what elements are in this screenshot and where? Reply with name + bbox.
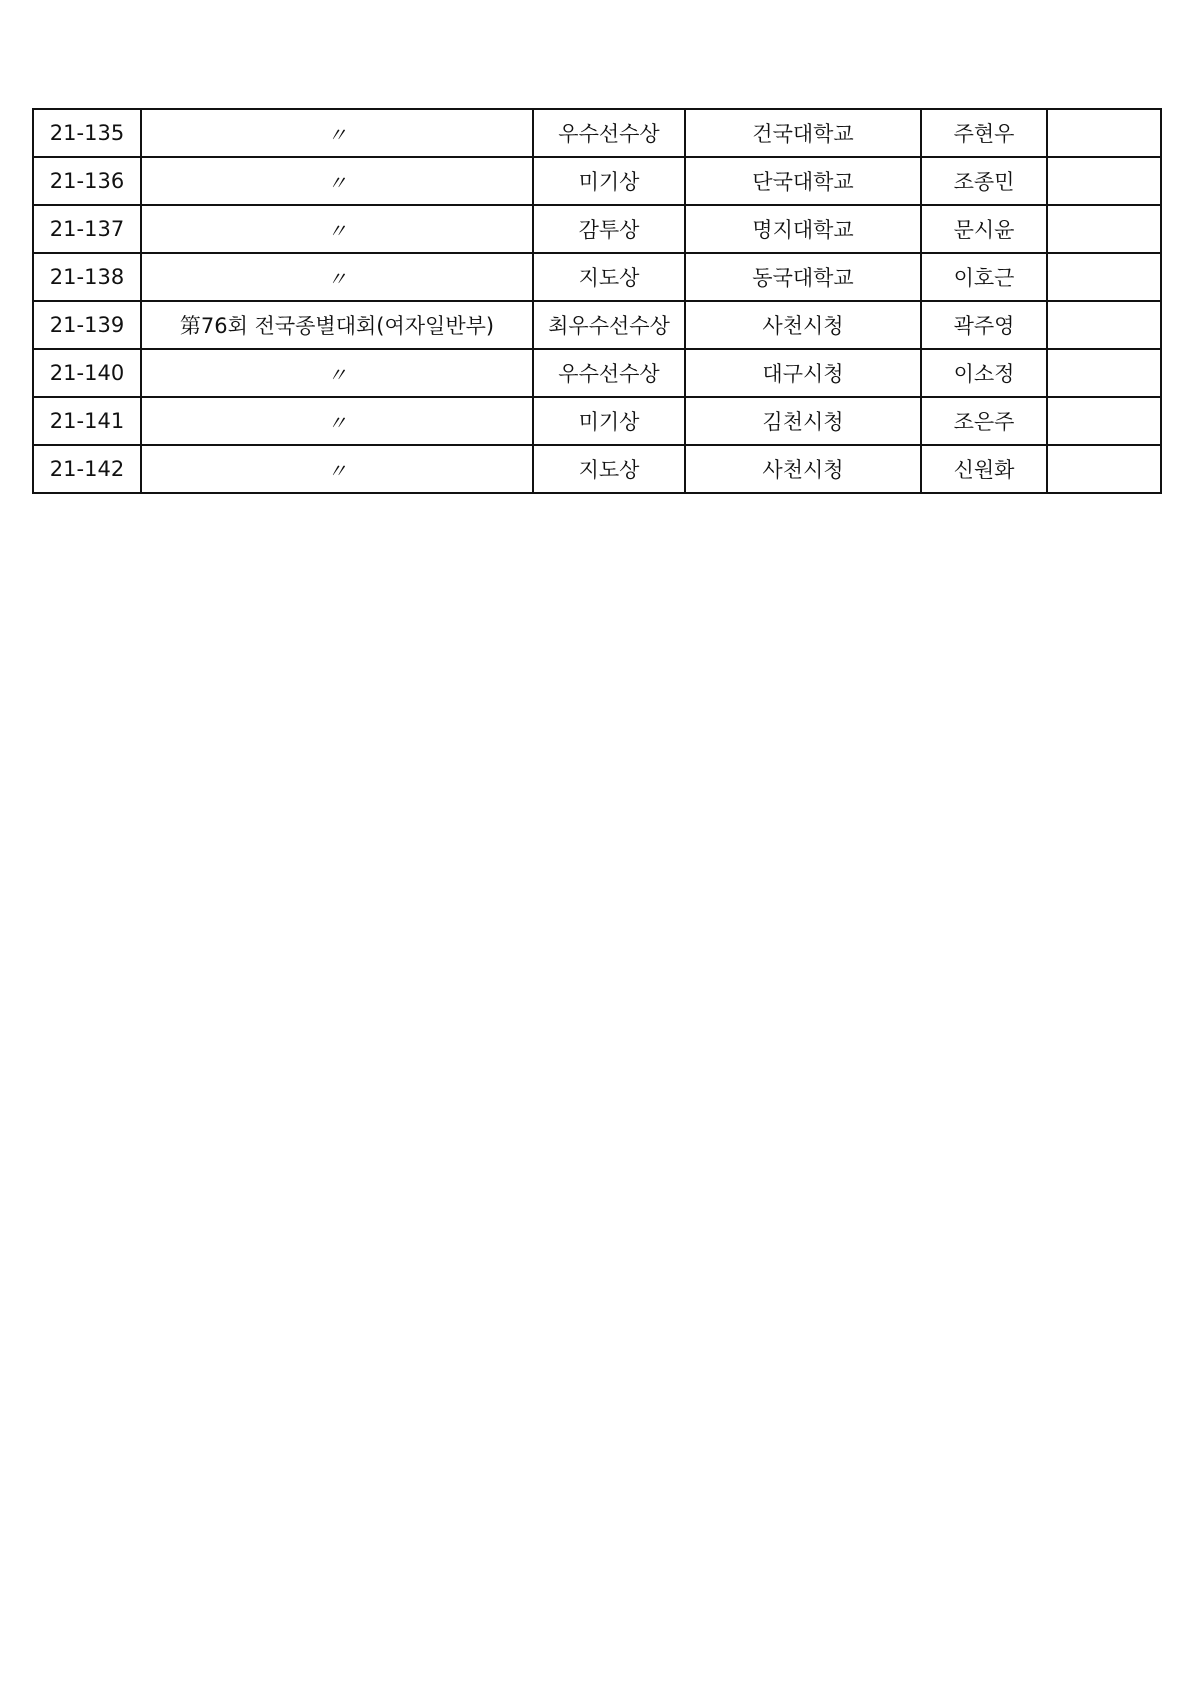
award-cell: 우수선수상 [533, 349, 685, 397]
event-cell: 〃 [141, 109, 533, 157]
award-cell: 미기상 [533, 157, 685, 205]
note-cell [1047, 301, 1161, 349]
organization-cell: 단국대학교 [685, 157, 921, 205]
event-cell: 〃 [141, 253, 533, 301]
note-cell [1047, 349, 1161, 397]
event-cell: 〃 [141, 205, 533, 253]
record-number-cell: 21-142 [33, 445, 141, 493]
record-number-cell: 21-137 [33, 205, 141, 253]
record-number-cell: 21-138 [33, 253, 141, 301]
award-cell: 미기상 [533, 397, 685, 445]
table-row [33, 109, 1161, 157]
recipient-name-cell: 신원화 [921, 445, 1047, 493]
award-table-body [33, 109, 1161, 493]
organization-cell: 건국대학교 [685, 109, 921, 157]
award-cell: 지도상 [533, 445, 685, 493]
note-cell [1047, 445, 1161, 493]
record-number-cell: 21-141 [33, 397, 141, 445]
table-row [33, 157, 1161, 205]
table-row [33, 349, 1161, 397]
note-cell [1047, 109, 1161, 157]
note-cell [1047, 157, 1161, 205]
table-row [33, 397, 1161, 445]
note-cell [1047, 397, 1161, 445]
recipient-name-cell: 조종민 [921, 157, 1047, 205]
award-cell: 우수선수상 [533, 109, 685, 157]
organization-cell: 명지대학교 [685, 205, 921, 253]
award-table [32, 108, 1162, 494]
organization-cell: 사천시청 [685, 301, 921, 349]
record-number-cell: 21-139 [33, 301, 141, 349]
organization-cell: 김천시청 [685, 397, 921, 445]
record-number-cell: 21-135 [33, 109, 141, 157]
event-cell: 〃 [141, 445, 533, 493]
record-number-cell: 21-140 [33, 349, 141, 397]
recipient-name-cell: 이호근 [921, 253, 1047, 301]
event-cell: 〃 [141, 349, 533, 397]
recipient-name-cell: 조은주 [921, 397, 1047, 445]
organization-cell: 동국대학교 [685, 253, 921, 301]
recipient-name-cell: 문시윤 [921, 205, 1047, 253]
table-row [33, 445, 1161, 493]
event-cell: 第76회 전국종별대회(여자일반부) [141, 301, 533, 349]
recipient-name-cell: 이소정 [921, 349, 1047, 397]
event-cell: 〃 [141, 157, 533, 205]
award-cell: 감투상 [533, 205, 685, 253]
award-cell: 최우수선수상 [533, 301, 685, 349]
note-cell [1047, 205, 1161, 253]
table-row [33, 253, 1161, 301]
organization-cell: 대구시청 [685, 349, 921, 397]
recipient-name-cell: 곽주영 [921, 301, 1047, 349]
table-row [33, 301, 1161, 349]
recipient-name-cell: 주현우 [921, 109, 1047, 157]
organization-cell: 사천시청 [685, 445, 921, 493]
table-row [33, 205, 1161, 253]
award-cell: 지도상 [533, 253, 685, 301]
note-cell [1047, 253, 1161, 301]
event-cell: 〃 [141, 397, 533, 445]
record-number-cell: 21-136 [33, 157, 141, 205]
